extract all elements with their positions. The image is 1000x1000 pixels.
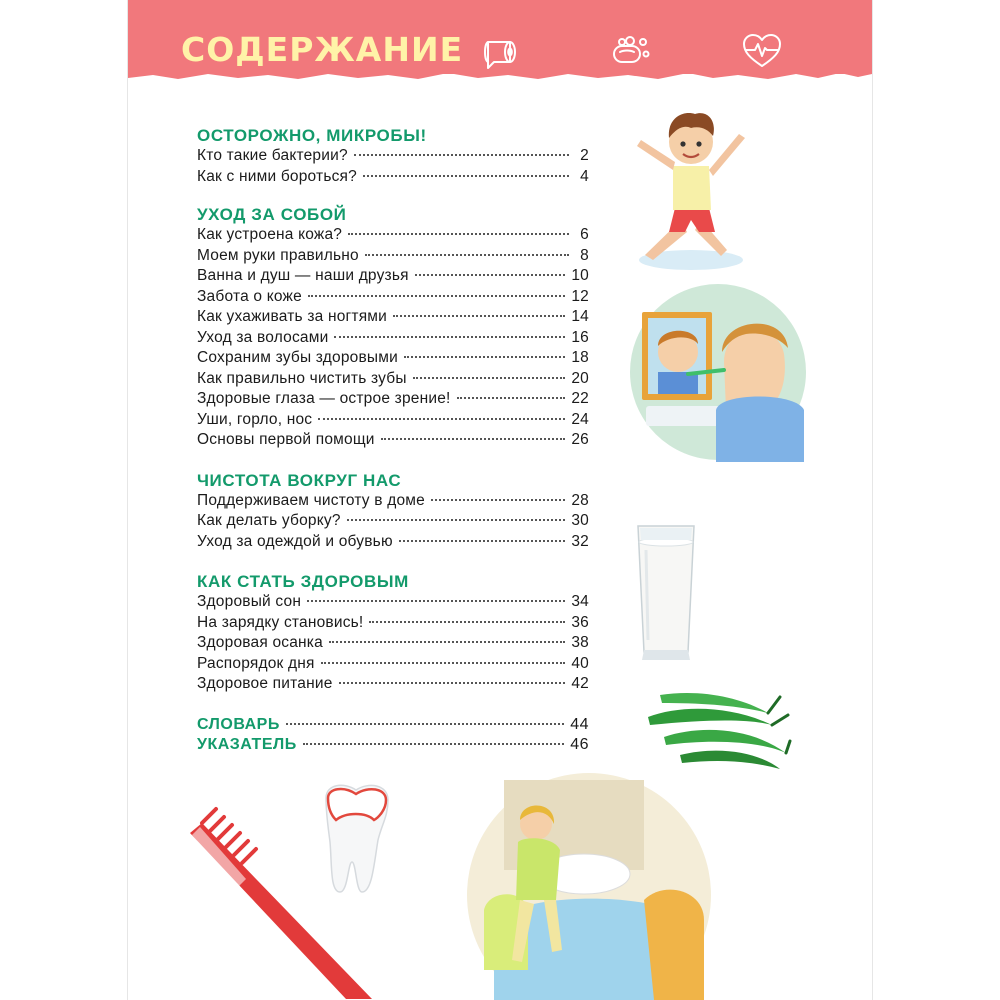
entry-label: Ванна и душ — наши друзья — [197, 267, 409, 284]
milk-glass-illustration — [630, 520, 702, 665]
toc-entry[interactable] — [197, 491, 589, 512]
entry-page: 32 — [571, 532, 589, 550]
entry-label: Как делать уборку? — [197, 512, 341, 529]
entry-label: Распорядок дня — [197, 654, 315, 672]
toc-entry-glossary[interactable] — [197, 715, 589, 736]
section-title: ЧИСТОТА ВОКРУГ НАС — [197, 470, 402, 490]
toc-entry[interactable] — [197, 146, 589, 167]
entry-page: 2 — [580, 147, 589, 164]
entry-page: 18 — [571, 349, 589, 366]
entry-page: 38 — [571, 634, 589, 651]
entry-page: 6 — [580, 226, 589, 243]
dot-leader — [334, 336, 565, 338]
toc-entry[interactable] — [197, 430, 589, 451]
toc-entry[interactable] — [197, 592, 589, 613]
section-title: ОСТОРОЖНО, МИКРОБЫ! — [197, 126, 427, 145]
dot-leader — [286, 723, 564, 725]
entry-page: 34 — [571, 593, 589, 610]
entry-page: 12 — [571, 287, 589, 305]
entry-page: 14 — [571, 308, 589, 325]
entry-page: 4 — [580, 167, 589, 185]
toc-section — [197, 572, 589, 695]
dot-leader — [307, 600, 565, 602]
dot-leader — [363, 175, 569, 177]
entry-page: 26 — [571, 431, 589, 448]
exercising-boy-illustration — [623, 100, 753, 275]
toc-extras — [197, 715, 589, 756]
toc-entry[interactable] — [197, 613, 589, 634]
entry-label: Уши, горло, нос — [197, 410, 313, 428]
toc-entry[interactable] — [197, 307, 589, 328]
entry-label: Моем руки правильно — [197, 246, 359, 264]
section-title: УХОД ЗА СОБОЙ — [197, 205, 347, 224]
toc-section — [197, 126, 589, 187]
entry-page: 16 — [571, 328, 589, 346]
dot-leader — [415, 274, 566, 276]
toc-entry[interactable] — [197, 167, 589, 188]
entry-label: Забота о коже — [197, 287, 302, 305]
toc-entry[interactable] — [197, 266, 589, 287]
dot-leader — [413, 377, 566, 379]
toc-section — [197, 205, 589, 451]
toc-entry[interactable] — [197, 369, 589, 390]
section-title: КАК СТАТЬ ЗДОРОВЫМ — [197, 572, 409, 591]
toc-entry[interactable] — [197, 674, 589, 695]
dot-leader — [348, 233, 569, 235]
entry-label: На зарядку становись! — [197, 613, 364, 631]
dot-leader — [369, 621, 565, 623]
dot-leader — [308, 295, 565, 297]
dot-leader — [329, 641, 565, 643]
entry-page: 36 — [571, 613, 589, 631]
entry-label: Поддерживаем чистоту в доме — [197, 491, 425, 509]
toc-entry[interactable] — [197, 633, 589, 654]
entry-page: 20 — [571, 369, 589, 387]
dot-leader — [399, 540, 566, 542]
making-bed-illustration — [464, 770, 714, 1000]
book-page — [128, 0, 872, 1000]
toc-section — [197, 471, 589, 553]
soap-bubbles-icon — [608, 30, 652, 74]
entry-page: 30 — [571, 512, 589, 529]
entry-page: 22 — [571, 390, 589, 407]
entry-page: 44 — [570, 715, 589, 733]
dot-leader — [431, 499, 565, 501]
brushing-teeth-illustration — [628, 282, 808, 462]
entry-label: СЛОВАРЬ — [197, 715, 280, 733]
dot-leader — [303, 743, 564, 745]
green-peppers-illustration — [640, 675, 792, 773]
dot-leader — [404, 356, 565, 358]
entry-label: Как правильно чистить зубы — [197, 369, 407, 387]
dot-leader — [354, 154, 569, 156]
entry-label: Кто такие бактерии? — [197, 147, 348, 164]
entry-label: Как с ними бороться? — [197, 167, 357, 185]
toc-entry[interactable] — [197, 287, 589, 308]
toc-entry[interactable] — [197, 410, 589, 431]
toothbrush-illustration — [176, 805, 376, 1000]
dot-leader — [321, 662, 566, 664]
toc-entry[interactable] — [197, 328, 589, 349]
entry-page: 8 — [580, 246, 589, 264]
dot-leader — [339, 682, 566, 684]
entry-page: 28 — [571, 491, 589, 509]
entry-page: 40 — [571, 654, 589, 672]
toc-entry[interactable] — [197, 348, 589, 369]
toc-entry-index[interactable] — [197, 735, 589, 756]
toc-entry[interactable] — [197, 389, 589, 410]
entry-label: Здоровое питание — [197, 675, 333, 692]
entry-label: Как устроена кожа? — [197, 226, 343, 243]
dot-leader — [347, 519, 566, 521]
dot-leader — [393, 315, 565, 317]
toc-entry[interactable] — [197, 654, 589, 675]
entry-label: Уход за одеждой и обувью — [197, 532, 393, 550]
entry-label: Основы первой помощи — [197, 431, 375, 448]
entry-label: Здоровые глаза — острое зрение! — [197, 390, 451, 407]
dot-leader — [457, 397, 566, 399]
entry-page: 24 — [571, 410, 589, 428]
entry-page: 10 — [571, 267, 589, 284]
entry-page: 46 — [570, 736, 589, 753]
dot-leader — [381, 438, 566, 440]
page-title: СОДЕРЖАНИЕ — [181, 30, 464, 69]
heart-pulse-icon — [740, 30, 784, 74]
entry-label: Как ухаживать за ногтями — [197, 308, 388, 325]
entry-label: Здоровый сон — [197, 593, 302, 610]
entry-label: УКАЗАТЕЛЬ — [197, 736, 297, 753]
toilet-paper-icon — [478, 30, 522, 74]
entry-page: 42 — [571, 675, 589, 692]
toc-entry[interactable] — [197, 511, 589, 532]
dot-leader — [318, 418, 565, 420]
entry-label: Сохраним зубы здоровыми — [197, 349, 398, 366]
toc-entry[interactable] — [197, 225, 589, 246]
toc-entry[interactable] — [197, 246, 589, 267]
toc-entry[interactable] — [197, 532, 589, 553]
dot-leader — [365, 254, 569, 256]
table-of-contents — [197, 126, 589, 756]
entry-label: Уход за волосами — [197, 328, 329, 346]
entry-label: Здоровая осанка — [197, 634, 323, 651]
